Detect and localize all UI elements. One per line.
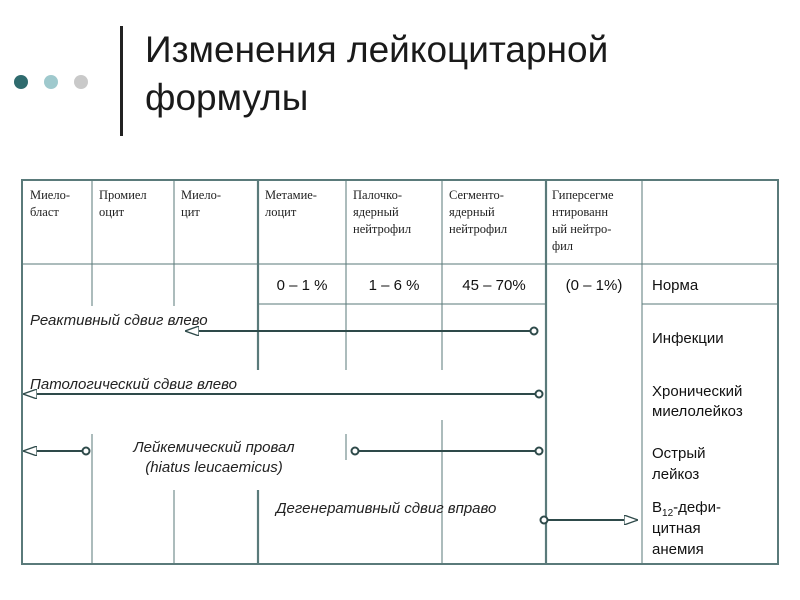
header-row: [30, 188, 617, 253]
norm-segmented: 45 – 70%: [462, 277, 526, 294]
header-myelocyte: Миело- цит: [181, 188, 222, 219]
leukemic-right-end: [536, 448, 543, 455]
header-metamyelocyte: Метамие- лоцит: [265, 188, 317, 219]
reactive-shift-label: Реактивный сдвиг влево: [30, 312, 208, 329]
pathological-shift-label: Патологический сдвиг влево: [30, 376, 237, 393]
degenerative-arrow-origin: [541, 517, 548, 524]
leukemic-hiatus-label: Лейкемический провал: [133, 439, 295, 456]
header-hypersegmented-neutrophil: Гиперсегме нтированн ый нейтро- фил: [552, 188, 614, 253]
norm-row: [277, 277, 699, 294]
norm-band: 1 – 6 %: [368, 277, 420, 294]
header-segmented-neutrophil: Сегменто- ядерный нейтрофил: [449, 188, 508, 236]
pathological-arrow-origin: [536, 391, 543, 398]
header-band-neutrophil: Палочко- ядерный нейтрофил: [353, 188, 412, 236]
leukemic-right-start: [352, 448, 359, 455]
condition-labels: [652, 330, 747, 558]
header-myeloblast: Миело- бласт: [30, 188, 71, 219]
header-promyelocyte: Промиел оцит: [99, 188, 147, 219]
shift-labels: [30, 312, 496, 517]
norm-hypersegmented: (0 – 1%): [565, 277, 623, 294]
label-chronic-myeloleukosis: Хронический миелолейкоз: [652, 383, 743, 420]
label-infections: Инфекции: [652, 330, 724, 347]
leukemic-hiatus-latin: (hiatus leucaemicus): [145, 459, 283, 476]
degenerative-shift-label: Дегенеративный сдвиг вправо: [276, 500, 497, 517]
reactive-arrow-origin: [531, 328, 538, 335]
title-line-1: Изменения лейкоцитарной: [145, 29, 609, 70]
label-b12-deficiency-anemia: $В_{12}-дефи-$ цитная анемия: [652, 499, 721, 558]
label-norma: Норма: [652, 277, 699, 294]
label-acute-leukosis: Острый лейкоз: [652, 445, 706, 483]
norm-metamyelocyte: 0 – 1 %: [276, 277, 328, 294]
leukemic-left-origin: [83, 448, 90, 455]
title-line-2: формулы: [145, 77, 309, 118]
